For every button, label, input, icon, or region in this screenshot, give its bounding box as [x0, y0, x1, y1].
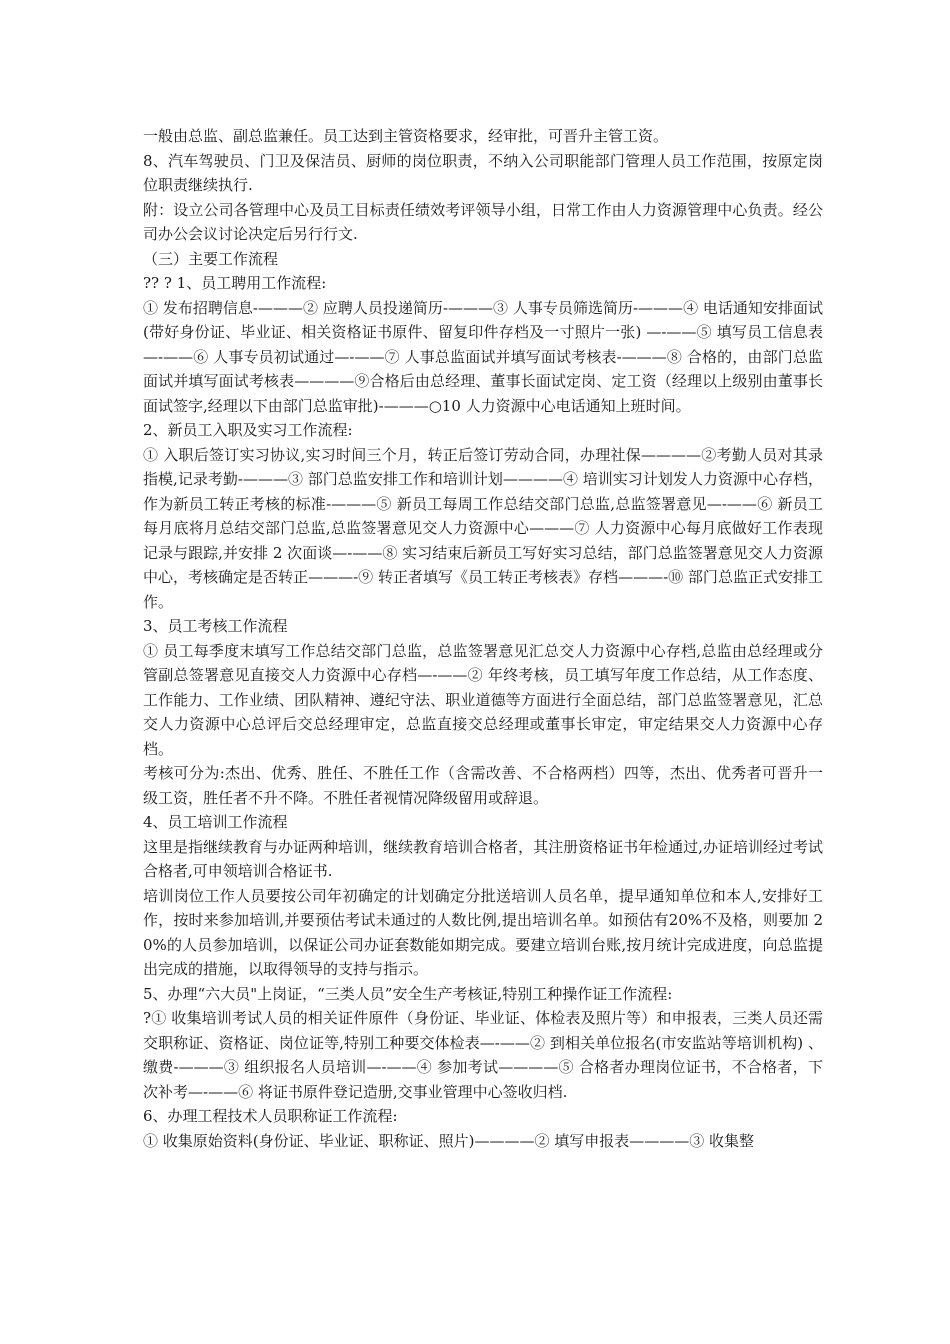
subsection-heading: 6、办理工程技术人员职称证工作流程: — [143, 1107, 398, 1125]
paragraph: ① 员工每季度末填写工作总结交部门总监，总监签署意见汇总交人力资源中心存档,总监由总经理或分管副总签署意见直接交人力资源中心存档—-——② 年终考核，员工填写年度工作总结，从工作态度、工作能力、工作业绩、团队精神、遵纪守法、职业道德等方面进行全面总结，部门总监签署意见，汇总交人力资源中心总评后交总经理审定，总监直接交总经理或董事长审定，审定结果交人力资源中心存档。 — [143, 641, 823, 758]
subsection-heading: 5、办理“六大员"上岗证，“三类人员”安全生产考核证,特别工种操作证工作流程: — [143, 984, 673, 1003]
subsection-heading: 3、员工考核工作流程 — [143, 617, 288, 635]
document-body — [143, 124, 823, 1153]
paragraph: ?① 收集培训考试人员的相关证件原件（身份证、毕业证、体检表及照片等）和申报表，三类人员还需交职称证、资格证、岗位证等,特别工种要交体检表—-——② 到相关单位报名(市安监站等培训机构) 、缴费-———③ 组织报名人员培训—-——④ 参加考试————⑤ 合格者办理岗位证书，不合格者，下次补考—-——⑥ 将证书原件登记造册,交事业管理中心签收归档. — [143, 1009, 823, 1101]
paragraph: ① 入职后签订实习协议,实习时间三个月，转正后签订劳动合同，办理社保————②考勤人员对其录指模,记录考勤-———③ 部门总监安排工作和培训计划————④ 培训实习计划发人力资源中心存档，作为新员工转正考核的标准-———⑤ 新员工每周工作总结交部门总监,总监签署意见—-——⑥ 新员工每月底将月总结交部门总监,总监签署意见交人力资源中心———⑦ 人力资源中心每月底做好工作表现记录与跟踪,并安排 2 次面谈—-——⑧ 实习结束后新员工写好实习总结，部门总监签署意见交人力资源中心，考核确定是否转正———-⑨ 转正者填写《员工转正考核表》存档———-⑩ 部门总监正式安排工作。 — [143, 445, 823, 611]
paragraph: 考核可分为:杰出、优秀、胜任、不胜任工作（含需改善、不合格两档）四等，杰出、优秀者可晋升一级工资，胜任者不升不降。不胜任者视情况降级留用或辞退。 — [143, 764, 823, 807]
subsection-heading: 4、员工培训工作流程 — [143, 813, 288, 831]
section-heading: （三）主要工作流程 — [143, 249, 279, 268]
paragraph: ① 发布招聘信息-———② 应聘人员投递简历-———③ 人事专员筛选简历-———④ 电话通知安排面试(带好身份证、毕业证、相关资格证书原件、留复印件存档及一寸照片一张) —-——⑤ 填写员工信息表—-——⑥ 人事专员初试通过—-——⑦ 人事总监面试并填写面试考核表-———⑧ 合格的，由部门总监面试并填写面试考核表————⑨合格后由总经理、董事长面试定岗、定工资（经理以上级别由董事长面试签字,经理以下由部门总监审批)-———○10 人力资源中心电话通知上班时间。 — [143, 298, 823, 415]
subsection-heading: ?? ? 1、员工聘用工作流程: — [143, 274, 327, 292]
paragraph: 这里是指继续教育与办证两种培训，继续教育培训合格者，其注册资格证书年检通过,办证培训经过考试合格者,可申领培训合格证书. — [143, 837, 823, 880]
paragraph: 附：设立公司各管理中心及员工目标责任绩效考评领导小组，日常工作由人力资源管理中心负责。经公司办公会议讨论决定后另行行文. — [143, 200, 823, 243]
subsection-heading: 2、新员工入职及实习工作流程: — [143, 421, 353, 439]
paragraph: ① 收集原始资料(身份证、毕业证、职称证、照片)————② 填写申报表————③ 收集整 — [143, 1131, 755, 1150]
paragraph: 培训岗位工作人员要按公司年初确定的计划确定分批送培训人员名单，提早通知单位和本人,安排好工作，按时来参加培训,并要预估考试未通过的人数比例,提出培训名单。如预估有20%不及格，则要加 20%的人员参加培训，以保证公司办证套数能如期完成。要建立培训台账,按月统计完成进度，向总监提出完成的措施，以取得领导的支持与指示。 — [143, 886, 823, 978]
paragraph: 一般由总监、副总监兼任。员工达到主管资格要求，经审批，可晋升主管工资。 — [143, 127, 669, 145]
paragraph: 8、汽车驾驶员、门卫及保洁员、厨师的岗位职责，不纳入公司职能部门管理人员工作范围，按原定岗位职责继续执行. — [143, 151, 823, 194]
